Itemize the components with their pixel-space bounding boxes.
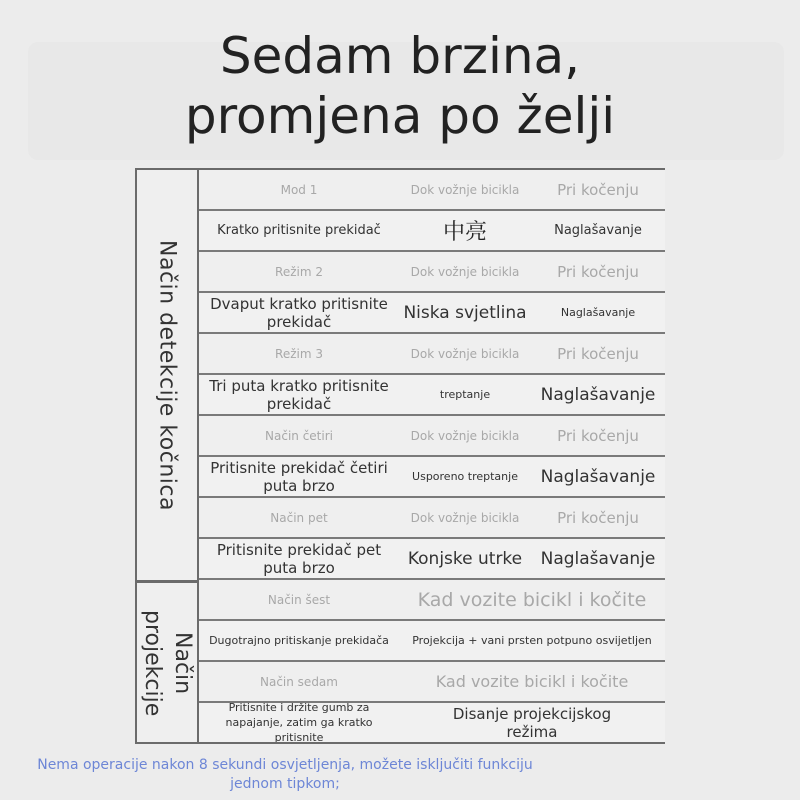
brake-group-label: Način detekcije kočnica	[154, 239, 180, 511]
mode-name: Način sedam	[260, 674, 338, 689]
projection-group-cell	[137, 580, 199, 744]
riding-light-mode: Usporeno treptanje	[412, 470, 518, 483]
mode-7-body-row	[199, 703, 665, 742]
braking-state-label: Pri kočenju	[557, 426, 639, 445]
mode-name: Mod 1	[280, 182, 318, 197]
condition-label: Kad vozite bicikl i kočite	[435, 672, 629, 691]
mode-1-header-row	[199, 170, 665, 211]
mode-4-header-row	[199, 416, 665, 457]
braking-light-mode: Naglašavanje	[540, 466, 656, 487]
switch-action: Pritisnite i držite gumb za napajanje, zatim ga kratko pritisnite	[225, 703, 373, 742]
mode-name: Način četiri	[265, 428, 333, 443]
braking-state-label: Pri kočenju	[557, 262, 639, 281]
title-line-1: Sedam brzina,	[219, 27, 581, 85]
mode-2-body-row	[199, 293, 665, 334]
mode-6-body-row	[199, 621, 665, 662]
mode-2-header-row	[199, 252, 665, 293]
riding-state-label: Dok vožnje bicikla	[410, 346, 520, 361]
mode-name: Režim 2	[275, 264, 323, 279]
condition-label: Kad vozite bicikl i kočite	[417, 588, 647, 611]
switch-action: Dugotrajno pritiskanje prekidača	[209, 634, 389, 647]
mode-1-body-row	[199, 211, 665, 252]
mode-name: Način pet	[270, 510, 328, 525]
mode-6-header-row	[199, 580, 665, 621]
switch-action: Tri puta kratko pritisnite prekidač	[209, 376, 389, 413]
braking-light-mode: Naglašavanje	[560, 306, 636, 319]
mode-5-body-row	[199, 539, 665, 580]
mode-5-header-row	[199, 498, 665, 539]
modes-table	[135, 168, 665, 744]
mode-name: Režim 3	[275, 346, 323, 361]
brake-group-cell	[137, 170, 199, 580]
mode-7-header-row	[199, 662, 665, 703]
page-title	[0, 26, 800, 146]
switch-action: Pritisnite prekidač četiri puta brzo	[210, 458, 388, 495]
braking-state-label: Pri kočenju	[557, 344, 639, 363]
riding-state-label: Dok vožnje bicikla	[410, 182, 520, 197]
riding-state-label: Dok vožnje bicikla	[410, 264, 520, 279]
braking-light-mode: Naglašavanje	[540, 548, 656, 569]
projection-group-label: Način projekcije	[140, 610, 195, 717]
footer-note	[0, 756, 570, 794]
footer-line-1: Nema operacije nakon 8 sekundi osvjetljenja, možete isključiti funkciju	[37, 757, 533, 773]
mode-4-body-row	[199, 457, 665, 498]
braking-light-mode: Naglašavanje	[540, 384, 656, 405]
light-mode: Projekcija + vani prsten potpuno osvijetljen	[412, 634, 652, 647]
riding-light-mode: Niska svjetlina	[403, 302, 527, 323]
mode-3-header-row	[199, 334, 665, 375]
switch-action: Dvaput kratko pritisnite prekidač	[210, 294, 388, 331]
riding-light-mode: treptanje	[439, 388, 491, 401]
switch-action: Pritisnite prekidač pet puta brzo	[216, 540, 382, 577]
riding-light-mode: 中亮	[442, 220, 487, 245]
riding-state-label: Dok vožnje bicikla	[410, 428, 520, 443]
title-line-2: promjena po želji	[184, 87, 616, 145]
switch-action: Kratko pritisnite prekidač	[217, 223, 381, 238]
riding-light-mode: Konjske utrke	[407, 548, 523, 569]
braking-state-label: Pri kočenju	[557, 180, 639, 199]
braking-state-label: Pri kočenju	[557, 508, 639, 527]
mode-name: Način šest	[267, 592, 331, 607]
footer-line-2: jednom tipkom;	[230, 776, 340, 792]
light-mode: Disanje projekcijskog režima	[452, 704, 612, 741]
braking-light-mode: Naglašavanje	[554, 223, 642, 238]
mode-3-body-row	[199, 375, 665, 416]
riding-state-label: Dok vožnje bicikla	[410, 510, 520, 525]
